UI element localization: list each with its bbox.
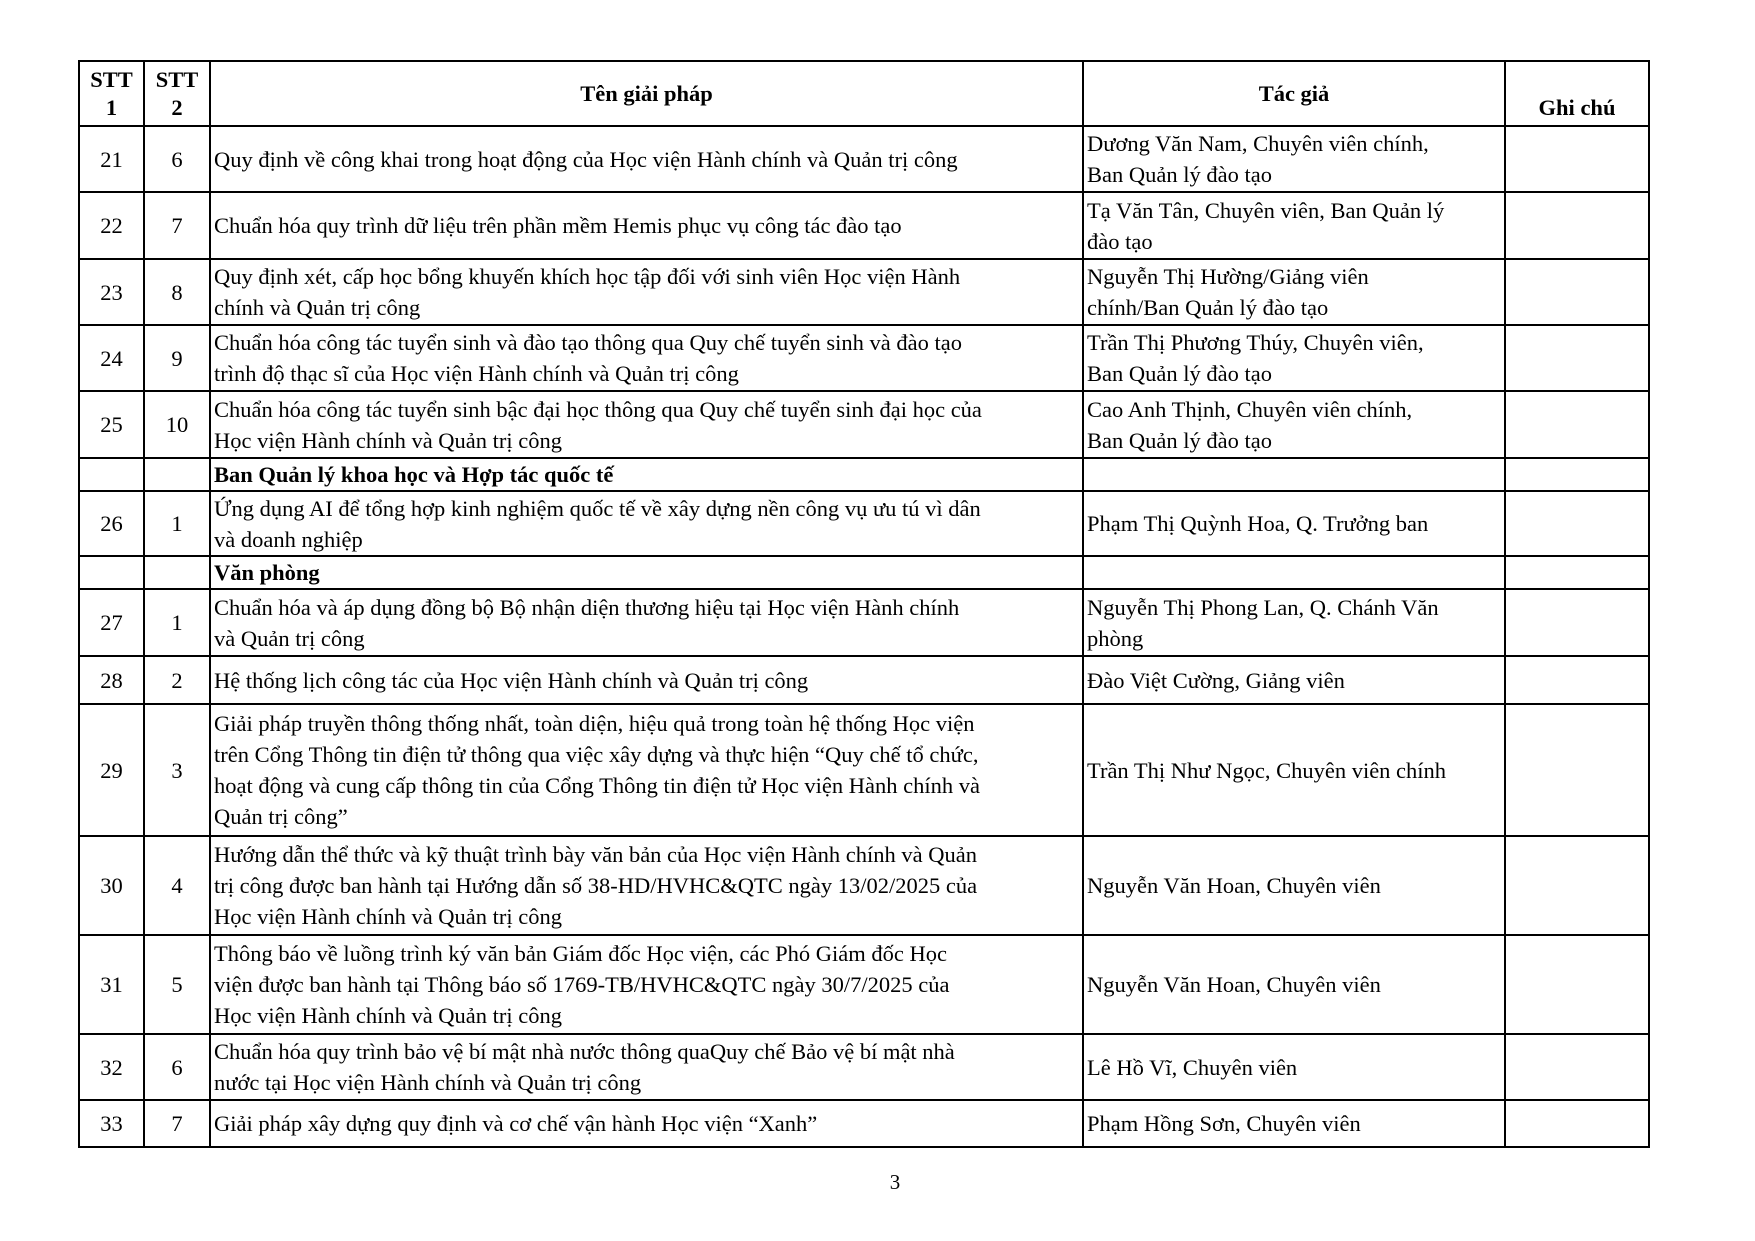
cell-author bbox=[1083, 458, 1505, 491]
cell-note bbox=[1505, 1100, 1649, 1147]
section-row bbox=[79, 556, 1649, 589]
table-row bbox=[79, 1100, 1649, 1147]
cell-name: Thông báo về luồng trình ký văn bản Giám đốc Học viện, các Phó Giám đốc Học viện được ban hành tại Thông báo số 1769-TB/HVHC&QTC ngày 30/7/2025 của Học viện Hành chính và Quản trị công bbox=[210, 935, 1083, 1034]
cell-name: Quy định xét, cấp học bổng khuyến khích học tập đối với sinh viên Học viện Hành chính và Quản trị công bbox=[210, 259, 1083, 325]
table-row bbox=[79, 391, 1649, 458]
cell-stt2: 2 bbox=[144, 656, 210, 704]
cell-stt1: 22 bbox=[79, 192, 144, 259]
cell-stt1: 25 bbox=[79, 391, 144, 458]
cell-author: Cao Anh Thịnh, Chuyên viên chính, Ban Quản lý đào tạo bbox=[1083, 391, 1505, 458]
cell-name: Hướng dẫn thể thức và kỹ thuật trình bày văn bản của Học viện Hành chính và Quản trị công được ban hành tại Hướng dẫn số 38-HD/HVHC&QTC ngày 13/02/2025 của Học viện Hành chính và Quản trị công bbox=[210, 836, 1083, 935]
cell-note bbox=[1505, 1034, 1649, 1100]
cell-note bbox=[1505, 704, 1649, 836]
cell-name: Chuẩn hóa quy trình bảo vệ bí mật nhà nước thông quaQuy chế Bảo vệ bí mật nhà nước tại Học viện Hành chính và Quản trị công bbox=[210, 1034, 1083, 1100]
table-row bbox=[79, 656, 1649, 704]
table-row bbox=[79, 192, 1649, 259]
cell-author: Nguyễn Thị Phong Lan, Q. Chánh Văn phòng bbox=[1083, 589, 1505, 656]
cell-name: Chuẩn hóa quy trình dữ liệu trên phần mềm Hemis phục vụ công tác đào tạo bbox=[210, 192, 1083, 259]
cell-stt1: 32 bbox=[79, 1034, 144, 1100]
cell-author: Trần Thị Phương Thúy, Chuyên viên, Ban Quản lý đào tạo bbox=[1083, 325, 1505, 391]
cell-author bbox=[1083, 556, 1505, 589]
cell-name: Quy định về công khai trong hoạt động của Học viện Hành chính và Quản trị công bbox=[210, 126, 1083, 192]
cell-stt2 bbox=[144, 458, 210, 491]
cell-name: Chuẩn hóa và áp dụng đồng bộ Bộ nhận diện thương hiệu tại Học viện Hành chính và Quản trị công bbox=[210, 589, 1083, 656]
cell-author: Đào Việt Cường, Giảng viên bbox=[1083, 656, 1505, 704]
header-row bbox=[79, 61, 1649, 126]
cell-stt2: 1 bbox=[144, 491, 210, 556]
table-row bbox=[79, 325, 1649, 391]
cell-author: Dương Văn Nam, Chuyên viên chính, Ban Quản lý đào tạo bbox=[1083, 126, 1505, 192]
table-row bbox=[79, 259, 1649, 325]
cell-note bbox=[1505, 656, 1649, 704]
page-number: 3 bbox=[889, 1170, 901, 1194]
cell-stt2: 9 bbox=[144, 325, 210, 391]
cell-stt1: 30 bbox=[79, 836, 144, 935]
cell-name: Chuẩn hóa công tác tuyển sinh bậc đại học thông qua Quy chế tuyển sinh đại học của Học viện Hành chính và Quản trị công bbox=[210, 391, 1083, 458]
cell-stt2: 4 bbox=[144, 836, 210, 935]
cell-stt2: 10 bbox=[144, 391, 210, 458]
cell-name: Giải pháp xây dựng quy định và cơ chế vận hành Học viện “Xanh” bbox=[210, 1100, 1083, 1147]
cell-author: Phạm Hồng Sơn, Chuyên viên bbox=[1083, 1100, 1505, 1147]
cell-stt2: 6 bbox=[144, 1034, 210, 1100]
cell-note bbox=[1505, 391, 1649, 458]
cell-author: Nguyễn Thị Hường/Giảng viên chính/Ban Quản lý đào tạo bbox=[1083, 259, 1505, 325]
cell-name: Ứng dụng AI để tổng hợp kinh nghiệm quốc tế về xây dựng nền công vụ ưu tú vì dân và doanh nghiệp bbox=[210, 491, 1083, 556]
cell-name: Hệ thống lịch công tác của Học viện Hành chính và Quản trị công bbox=[210, 656, 1083, 704]
table-row bbox=[79, 836, 1649, 935]
cell-stt2: 7 bbox=[144, 1100, 210, 1147]
cell-stt2: 6 bbox=[144, 126, 210, 192]
cell-stt1: 26 bbox=[79, 491, 144, 556]
table-row bbox=[79, 1034, 1649, 1100]
cell-author: Trần Thị Như Ngọc, Chuyên viên chính bbox=[1083, 704, 1505, 836]
cell-stt1: 29 bbox=[79, 704, 144, 836]
cell-stt1: 27 bbox=[79, 589, 144, 656]
cell-stt1: 21 bbox=[79, 126, 144, 192]
cell-note bbox=[1505, 491, 1649, 556]
cell-stt2: 7 bbox=[144, 192, 210, 259]
cell-name: Giải pháp truyền thông thống nhất, toàn diện, hiệu quả trong toàn hệ thống Học viện trên Cổng Thông tin điện tử thông qua việc xây dựng và thực hiện “Quy chế tổ chức, hoạt động và cung cấp thông tin của Cổng Thông tin điện tử Học viện Hành chính và Quản trị công” bbox=[210, 704, 1083, 836]
cell-note bbox=[1505, 192, 1649, 259]
table-row bbox=[79, 589, 1649, 656]
cell-note bbox=[1505, 935, 1649, 1034]
cell-author: Lê Hồ Vĩ, Chuyên viên bbox=[1083, 1034, 1505, 1100]
header-note: Ghi chú bbox=[1505, 61, 1649, 126]
table-row bbox=[79, 935, 1649, 1034]
cell-stt1: 23 bbox=[79, 259, 144, 325]
cell-author: Phạm Thị Quỳnh Hoa, Q. Trưởng ban bbox=[1083, 491, 1505, 556]
cell-stt1: 31 bbox=[79, 935, 144, 1034]
cell-note bbox=[1505, 589, 1649, 656]
section-row bbox=[79, 458, 1649, 491]
cell-author: Nguyễn Văn Hoan, Chuyên viên bbox=[1083, 935, 1505, 1034]
section-title: Văn phòng bbox=[210, 556, 1083, 589]
cell-stt2: 5 bbox=[144, 935, 210, 1034]
cell-author: Nguyễn Văn Hoan, Chuyên viên bbox=[1083, 836, 1505, 935]
cell-stt2: 3 bbox=[144, 704, 210, 836]
header-name: Tên giải pháp bbox=[210, 61, 1083, 126]
cell-stt1: 28 bbox=[79, 656, 144, 704]
cell-stt2: 1 bbox=[144, 589, 210, 656]
cell-note bbox=[1505, 836, 1649, 935]
cell-stt2: 8 bbox=[144, 259, 210, 325]
cell-stt1 bbox=[79, 556, 144, 589]
cell-author: Tạ Văn Tân, Chuyên viên, Ban Quản lý đào tạo bbox=[1083, 192, 1505, 259]
cell-note bbox=[1505, 556, 1649, 589]
cell-stt1: 24 bbox=[79, 325, 144, 391]
cell-stt1: 33 bbox=[79, 1100, 144, 1147]
cell-note bbox=[1505, 126, 1649, 192]
cell-note bbox=[1505, 259, 1649, 325]
solutions-table bbox=[78, 60, 1650, 1148]
header-author: Tác giả bbox=[1083, 61, 1505, 126]
cell-name: Chuẩn hóa công tác tuyển sinh và đào tạo thông qua Quy chế tuyển sinh và đào tạo trình độ thạc sĩ của Học viện Hành chính và Quản trị công bbox=[210, 325, 1083, 391]
table-row bbox=[79, 491, 1649, 556]
cell-stt1 bbox=[79, 458, 144, 491]
header-stt2: STT 2 bbox=[144, 61, 210, 126]
section-title: Ban Quản lý khoa học và Hợp tác quốc tế bbox=[210, 458, 1083, 491]
cell-note bbox=[1505, 458, 1649, 491]
cell-note bbox=[1505, 325, 1649, 391]
table-row bbox=[79, 704, 1649, 836]
table-row bbox=[79, 126, 1649, 192]
header-stt1: STT 1 bbox=[79, 61, 144, 126]
cell-stt2 bbox=[144, 556, 210, 589]
